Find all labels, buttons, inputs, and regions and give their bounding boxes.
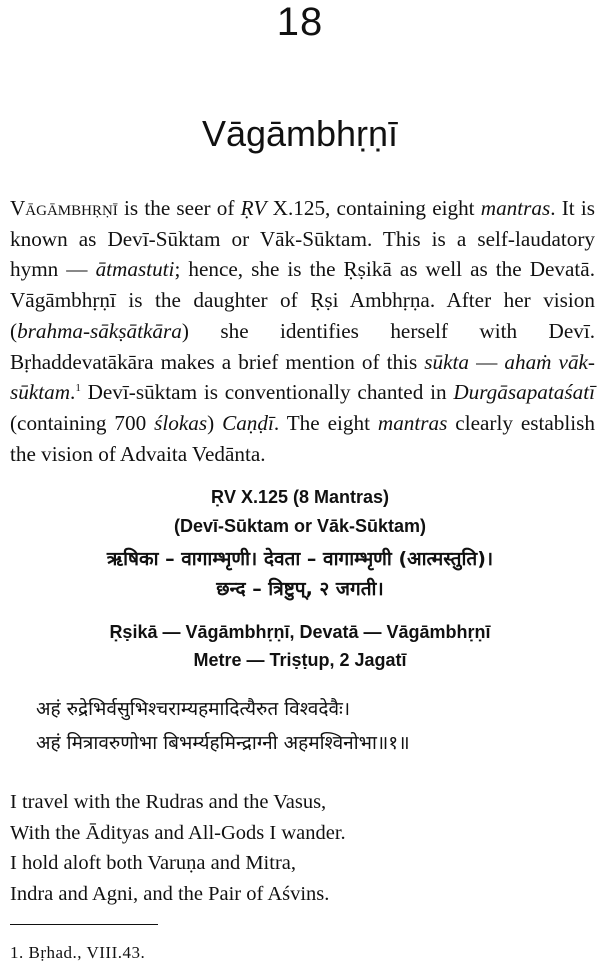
hymn-metadata xyxy=(0,618,600,674)
footnote: 1. Bṛhad., VIII.43. xyxy=(10,943,146,962)
term-atmastuti: ātmastuti xyxy=(95,257,175,282)
intro-text-2: X.125, containing eight xyxy=(266,196,481,220)
translation-line-3: I hold aloft both Varuṇa and Mitra, xyxy=(10,852,296,875)
footnote-divider xyxy=(10,924,158,925)
verse-translation xyxy=(10,787,346,909)
mantra-line-1: अहं रुद्रेभिर्वसुभिश्चराम्यहमादित्यैरुत विश्वदेवैः। xyxy=(36,698,351,720)
footnote-marker[interactable]: 1 xyxy=(75,382,81,395)
term-durga: Durgāsapataśatī xyxy=(453,380,595,405)
metre-line: Metre — Triṣṭup, 2 Jagatī xyxy=(193,650,407,670)
term-mantras-2: mantras xyxy=(377,410,448,435)
intro-text-11: clearly establish the vision of Advaita Vedānta. xyxy=(10,410,595,466)
term-brahma: brahma-sākṣātkāra xyxy=(17,318,182,343)
hymn-reference: ṚV X.125 (8 Mantras) xyxy=(210,487,390,507)
term-candi: Caṇḍī xyxy=(222,410,274,435)
term-mantras: mantras xyxy=(480,196,551,220)
hymn-alt-names: (Devī-Sūktam or Vāk-Sūktam) xyxy=(173,516,427,536)
chapter-number: 18 xyxy=(276,0,324,44)
devanagari-rsika-devata: ऋषिका – वागाम्भृणी। देवता – वागाम्भृणी (आत्मस्तुति)। xyxy=(106,548,494,570)
devanagari-chanda: छन्द – त्रिष्टुप्, २ जगती। xyxy=(216,578,384,600)
translation-line-2: With the Ādityas and All-Gods I wander. xyxy=(10,821,346,844)
translation-line-4: Indra and Agni, and the Pair of Aśvins. xyxy=(10,882,330,905)
translation-line-1: I travel with the Rudras and the Vasus, xyxy=(10,791,327,813)
hymn-heading xyxy=(0,483,600,541)
term-aham: ahaṁ vāk-sūktam xyxy=(10,349,595,405)
intro-text-5: ) she identifies herself with Devī. Bṛhaddevatākāra makes a brief mention of this xyxy=(10,318,595,374)
term-sukta: sūkta xyxy=(424,349,470,374)
intro-text-4: ; hence, she is the Ṛṣikā as well as the Devatā. Vāgāmbhṛṇī is the daughter of Ṛṣi Ambhṛṇa. After her vision ( xyxy=(10,257,596,343)
rv-reference: ṚV xyxy=(240,196,267,220)
intro-dash: — xyxy=(469,349,505,374)
intro-text-10: . The eight xyxy=(273,410,378,435)
intro-text-8: (containing 700 xyxy=(10,410,155,435)
intro-paragraph xyxy=(10,193,595,469)
intro-text-6: . xyxy=(70,380,76,405)
intro-text-1: is the seer of xyxy=(117,196,241,220)
term-slokas: ślokas xyxy=(154,410,208,435)
mantra-verse xyxy=(36,692,410,760)
rsika-devata-line: Ṛṣikā — Vāgāmbhṛṇī, Devatā — Vāgāmbhṛṇī xyxy=(109,622,491,642)
chapter-title: Vāgāmbhṛṇī xyxy=(201,113,399,154)
intro-text-7: Devī-sūktam is conventionally chanted in xyxy=(80,380,454,405)
mantra-line-2: अहं मित्रावरुणोभा बिभर्म्यहमिन्द्राग्नी अहमश्विनोभा॥१॥ xyxy=(36,732,410,754)
intro-text-9: ) xyxy=(207,410,223,435)
devanagari-heading xyxy=(0,544,600,604)
intro-text-3: . It is known as Devī-Sūktam or Vāk-Sūktam. This is a self-laudatory hymn — xyxy=(10,196,596,282)
seer-name: Vāgāmbhṛṇī xyxy=(10,196,118,220)
